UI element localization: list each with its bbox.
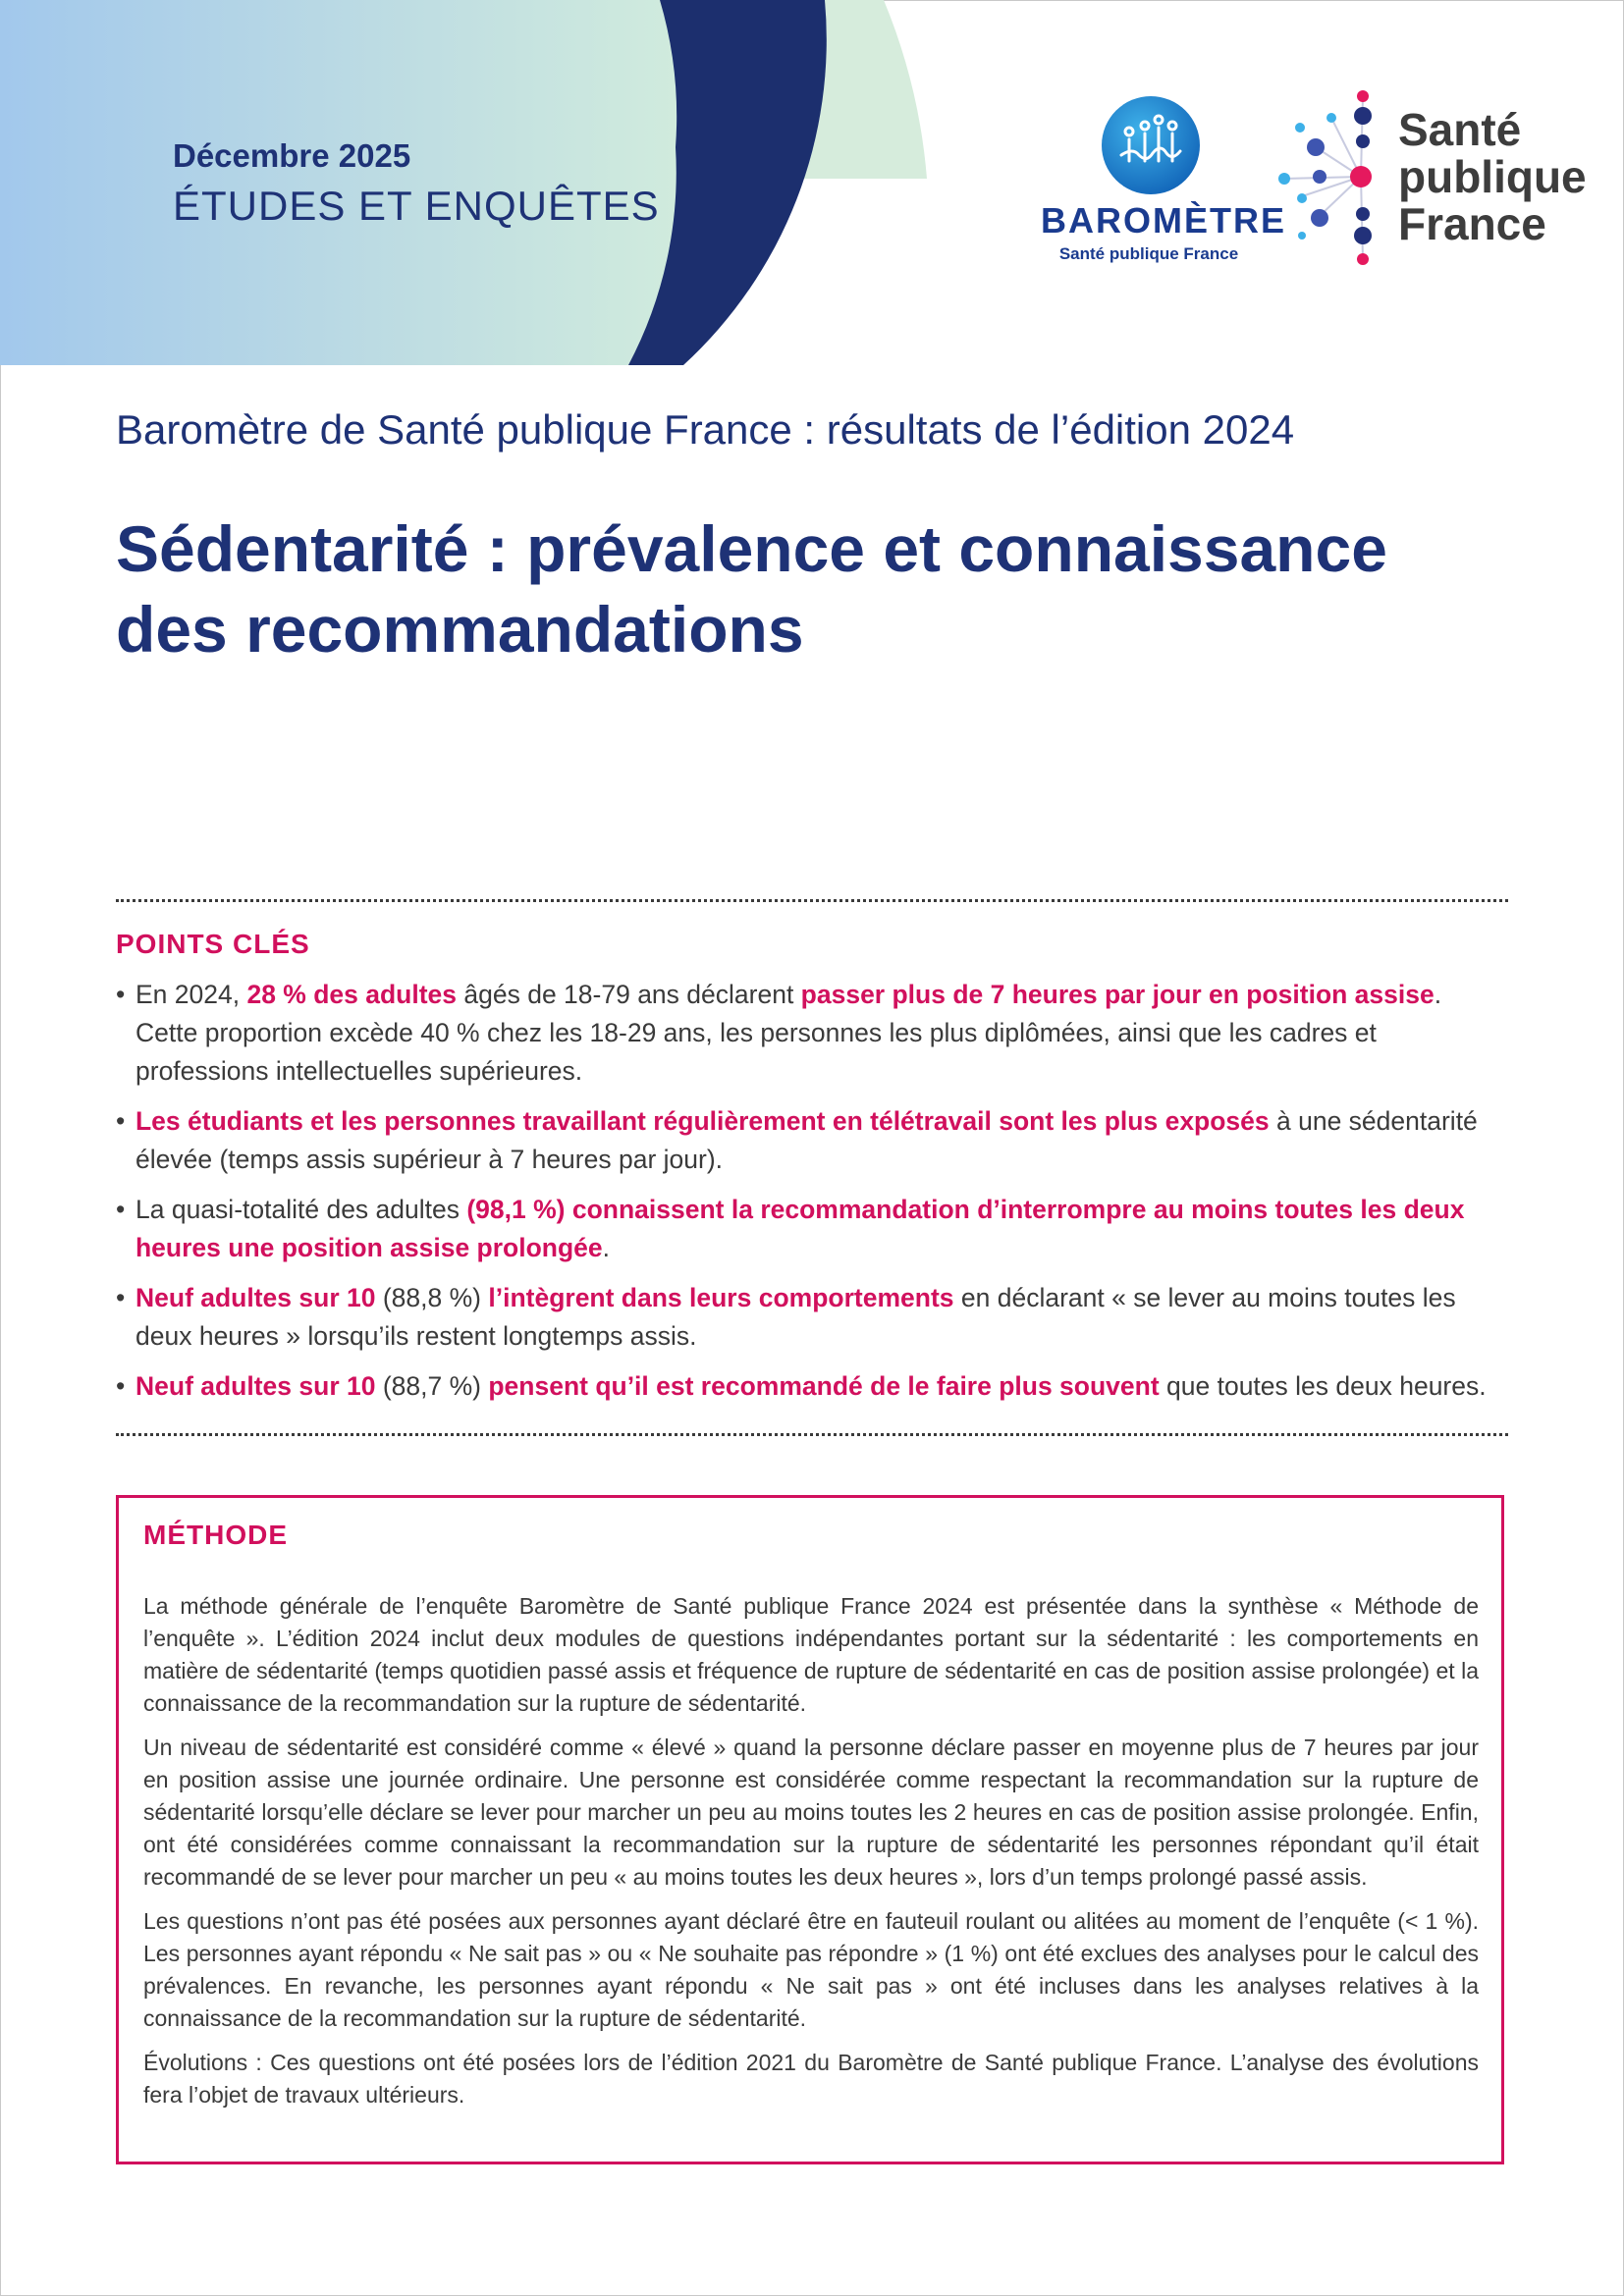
barometre-logo	[1041, 90, 1286, 277]
key-point-item	[116, 1367, 1510, 1406]
barometre-logo-emblem	[1102, 96, 1200, 194]
sante-publique-france-logo	[1272, 88, 1597, 275]
key-point-highlight: (98,1 %) connaissent la recommandation d’interrompre au moins toutes les deux heures une position assise prolongée	[135, 1195, 1465, 1262]
divider-bottom	[116, 1433, 1508, 1436]
key-point-text: La quasi-totalité des adultes	[135, 1195, 467, 1224]
key-points-heading: POINTS CLÉS	[116, 929, 310, 959]
key-point-text: En 2024,	[135, 980, 247, 1009]
key-point-highlight: l’intègrent dans leurs comportements	[488, 1283, 954, 1312]
key-point-text: en déclarant « se lever au moins toutes les deux heures » lorsqu’ils restent longtemps assis.	[135, 1283, 1456, 1351]
method-box	[116, 1495, 1504, 2164]
key-point-highlight: pensent qu’il est recommandé de le faire plus souvent	[488, 1371, 1160, 1401]
network-dots-icon	[1272, 88, 1400, 275]
title-line-1: Sédentarité : prévalence et connaissance	[116, 512, 1387, 585]
method-paragraph: Évolutions : Ces questions ont été posées lors de l’édition 2021 du Baromètre de Santé publique France. L’analyse des évolutions fera l’objet de travaux ultérieurs.	[143, 2050, 1479, 2108]
document-supertitle: Baromètre de Santé publique France : résultats de l’édition 2024	[116, 406, 1295, 453]
key-point-item	[116, 1191, 1510, 1267]
barometre-subtitle: Santé publique France	[1058, 244, 1239, 263]
barometre-wordmark: BAROMÈTRE	[1041, 200, 1286, 240]
key-points-list	[116, 976, 1510, 1417]
method-body	[143, 1590, 1479, 2123]
people-icon	[1102, 96, 1200, 194]
key-point-text: . Cette proportion excède 40 % chez les 18-29 ans, les personnes les plus diplômées, ainsi que les cadres et professions intellectuelles supérieures.	[135, 980, 1442, 1086]
key-point-highlight: 28 % des adultes	[246, 980, 458, 1009]
method-paragraph: Un niveau de sédentarité est considéré comme « élevé » quand la personne déclare passer en moyenne plus de 7 heures par jour en position assise une journée ordinaire. Une personne est considérée comme respectant la recommandation sur la rupture de sédentarité lorsqu’elle déclare se lever pour marcher un peu au moins toutes les 2 heures en cas de position assise prolongée. Enfin, ont été considérées comme connaissant la recommandation sur la rupture de sédentarité les personnes répondant qu’il était recommandé de se lever pour marcher un peu « au moins toutes les deux heures », lors d’un temps prolongé passé assis.	[143, 1735, 1479, 1890]
divider-top	[116, 899, 1508, 902]
key-point-highlight: Neuf adultes sur 10	[135, 1371, 376, 1401]
method-heading: MÉTHODE	[143, 1520, 288, 1550]
method-paragraph: Les questions n’ont pas été posées aux personnes ayant déclaré être en fauteuil roulant ou alitées au moment de l’enquête (< 1 %). Les personnes ayant répondu « Ne sait pas » ou « Ne souhaite pas répondre » (1 %) ont été exclues des analyses pour le calcul des prévalences. En revanche, les personnes ayant répondu « Ne sait pas » ont été incluses dans les analyses relatives à la connaissance de la recommandation sur la rupture de sédentarité.	[143, 1908, 1479, 2031]
header-banner	[0, 0, 1624, 365]
title-line-2: des recommandations	[116, 593, 804, 666]
key-point-highlight: passer plus de 7 heures par jour en position assise	[800, 980, 1435, 1009]
spf-line-3: France	[1398, 198, 1546, 249]
key-point-text: que toutes les deux heures.	[1159, 1371, 1487, 1401]
method-paragraph: La méthode générale de l’enquête Baromètre de Santé publique France 2024 est présentée dans la synthèse « Méthode de l’enquête ». L’édition 2024 inclut deux modules de questions indépendantes portant sur la sédentarité : les comportements en matière de sédentarité (temps quotidien passé assis et fréquence de rupture de sédentarité en cas de position assise prolongée) et la connaissance de la recommandation sur la rupture de sédentarité.	[143, 1593, 1479, 1716]
spf-line-2: publique	[1398, 151, 1587, 202]
key-point-text: (88,7 %)	[375, 1371, 489, 1401]
publication-series: ÉTUDES ET ENQUÊTES	[173, 183, 660, 229]
sante-publique-france-wordmark	[1398, 106, 1587, 247]
key-point-highlight: Les étudiants et les personnes travaillant régulièrement en télétravail sont les plus exposés	[135, 1106, 1270, 1136]
key-point-text: âgés de 18-79 ans déclarent	[457, 980, 801, 1009]
key-point-highlight: Neuf adultes sur 10	[135, 1283, 376, 1312]
key-point-item	[116, 1279, 1510, 1356]
key-point-item	[116, 976, 1510, 1091]
spf-line-1: Santé	[1398, 104, 1522, 155]
key-point-item	[116, 1102, 1510, 1179]
key-point-text: (88,8 %)	[375, 1283, 489, 1312]
key-point-text: à une sédentarité élevée (temps assis supérieur à 7 heures par jour).	[135, 1106, 1478, 1174]
document-title	[116, 508, 1510, 669]
key-point-text: .	[602, 1233, 611, 1262]
publication-date: Décembre 2025	[173, 137, 411, 174]
